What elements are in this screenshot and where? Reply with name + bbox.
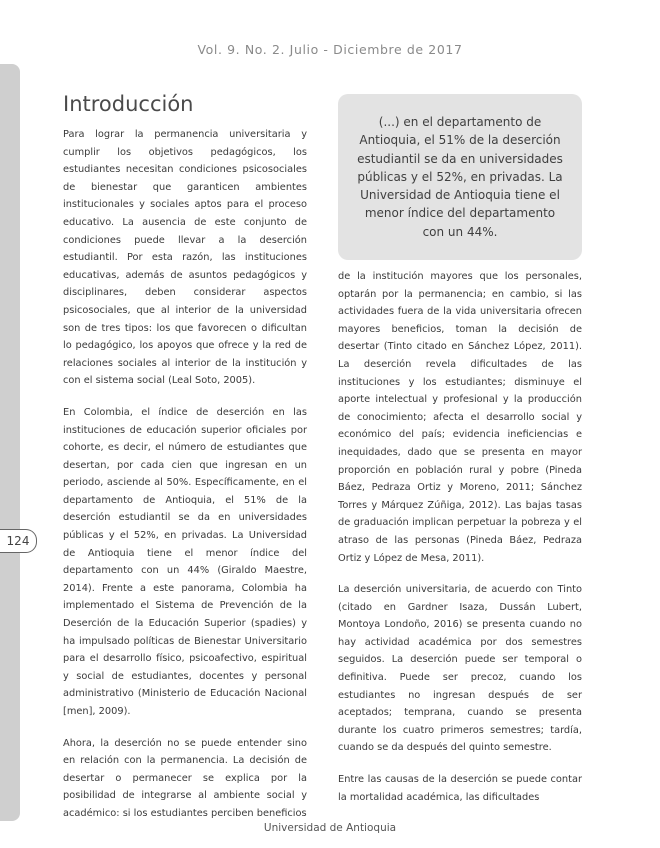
paragraph: Entre las causas de la deserción se puede contar la mortalidad académica, las dificultades — [338, 774, 582, 803]
paragraph: Para lograr la permanencia universitaria y cumplir los objetivos pedagógicos, los estudiantes necesitan condiciones psicosociales de bienestar que garanticen ambientes institucionales y sociales aptos para el proceso educativo. La ausencia de este conjunto de condiciones puede llevar a la deserción estudiantil. Por esta razón, las instituciones educativas, además de asuntos pedagógicos y disciplinares, deben considerar aspectos psicosociales, que al interior de la universidad son de tres tipos: los que favorecen o dificultan lo pedagógico, los apoyos que ofrece y la red de relaciones sociales al interior de la institución y con el sistema social (Leal Soto, 2005). — [63, 129, 307, 387]
paragraph: La deserción universitaria, de acuerdo con Tinto (citado en Gardner Isaza, Dussán Lubert, Montoya Londoño, 2016) se presenta cuando no hay actividad académica por dos semestres seguidos. La deserción puede ser temporal o definitiva. Puede ser precoz, cuando los estudiantes no ingresan después de ser aceptados; temprana, cuando se presenta durante los cuatro primeros semestres; tardía, cuando se da después del quinto semestre. — [338, 584, 582, 754]
side-tab-bar — [0, 64, 20, 821]
pull-quote-text: (...) en el departamento de Antioquia, el 51% de la deserción estudiantil se da en universidades públicas y el 52%, en privadas. La Universidad de Antioquia tiene el menor índice del departamento con un 44%. — [357, 115, 563, 239]
left-column — [63, 126, 307, 837]
page-footer: Universidad de Antioquia — [263, 822, 397, 834]
right-column — [338, 268, 582, 820]
section-title: Introducción — [63, 92, 194, 116]
pull-quote-box — [338, 94, 582, 260]
journal-header: Vol. 9. No. 2. Julio - Diciembre de 2017 — [197, 42, 463, 57]
page-number: 124 — [0, 529, 37, 553]
paragraph: En Colombia, el índice de deserción en las instituciones de educación superior oficiales por cohorte, es decir, el número de estudiantes que desertan, por cada cien que ingresan en un periodo, asciende al 50%. Específicamente, en el departamento de Antioquia, el 51% de la deserción estudiantil se da en universidades públicas y el 52%, en privadas. La Universidad de Antioquia tiene el menor índice del departamento con un 44% (Giraldo Maestre, 2014). Frente a este panorama, Colombia ha implementado el Sistema de Prevención de la Deserción de la Educación Superior (spadies) y ha impulsado políticas de Bienestar Universitario para el desarrollo físico, psicoafectivo, espiritual y social de estudiantes, docentes y personal administrativo (Ministerio de Educación Nacional [men], 2009). — [63, 406, 307, 717]
paragraph: Ahora, la deserción no se puede entender sino en relación con la permanencia. La decisión de desertar o permanecer se explica por la posibilidad de integrarse al ambiente social y académico: si los estudiantes perciben beneficios — [63, 737, 307, 819]
paragraph: de la institución mayores que los personales, optarán por la permanencia; en cambio, si las actividades fuera de la vida universitaria ofrecen mayores beneficios, toman la decisión de desertar (Tinto citado en Sánchez López, 2011). La deserción revela dificultades de las instituciones y los estudiantes; disminuye el aporte intelectual y profesional y la producción de conocimiento; afecta el desarrollo social y económico del país; evidencia ineficiencias e inequidades, dado que se presenta en mayor proporción en población rural y pobre (Pineda Báez, Pedraza Ortiz y Moreno, 2011; Sánchez Torres y Márquez Zúñiga, 2012). Las bajas tasas de graduación implican perpetuar la pobreza y el atraso de las personas (Pineda Báez, Pedraza Ortiz y López de Mesa, 2011). — [338, 271, 582, 564]
